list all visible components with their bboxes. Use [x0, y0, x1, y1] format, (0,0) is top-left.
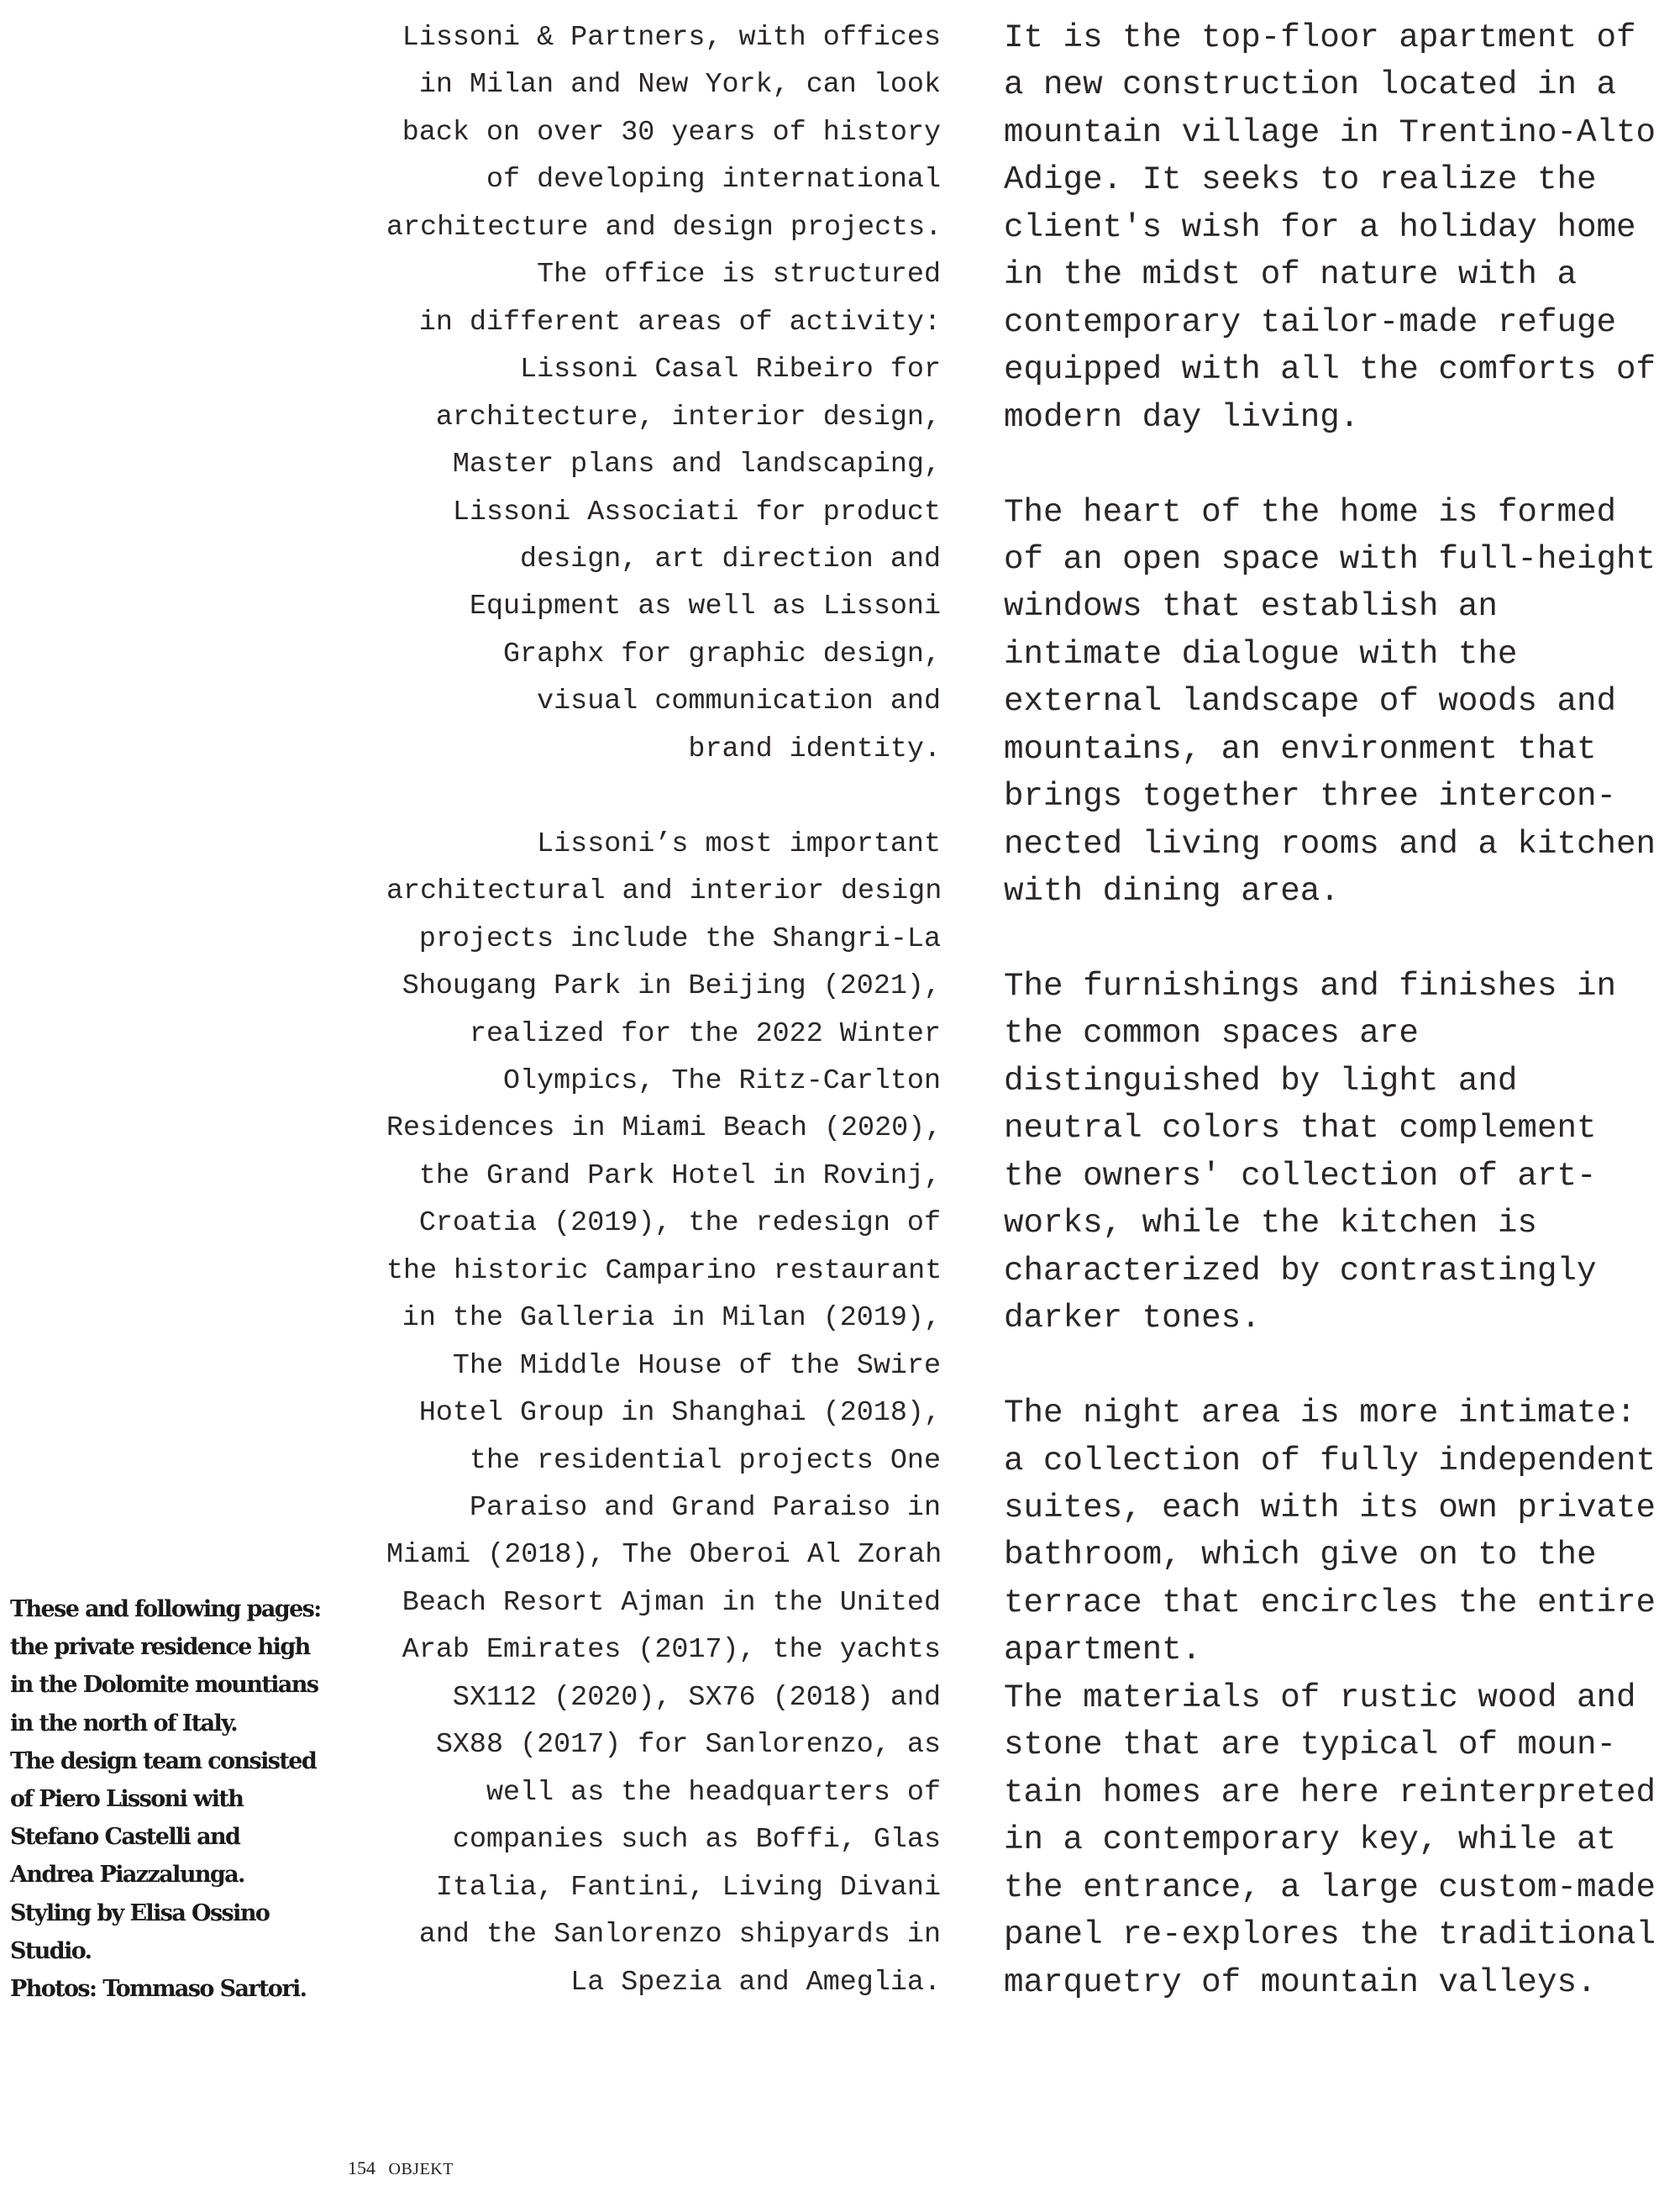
text-line: external landscape of woods and: [1004, 682, 1617, 721]
text-line: mountains, an environment that: [1004, 729, 1597, 768]
text-line: intimate dialogue with the: [1004, 634, 1518, 673]
text-line: a collection of fully independent: [1004, 1441, 1656, 1479]
text-line: mountain village in Trentino-Alto: [1004, 113, 1656, 151]
text-line: darker tones.: [1004, 1299, 1261, 1337]
text-line: neutral colors that complement: [1004, 1109, 1597, 1148]
middle-column: [386, 14, 941, 2006]
text-line: Residences in Miami Beach (2020),: [386, 1112, 942, 1145]
text-line: nected living rooms and a kitchen: [1004, 824, 1656, 863]
text-line: Lissoni Casal Ribeiro for: [520, 354, 941, 386]
text-line: visual communication and: [537, 686, 941, 718]
text-line: in a contemporary key, while at: [1004, 1821, 1617, 1859]
text-line: design, art direction and: [520, 543, 941, 575]
text-line: of developing international: [486, 164, 941, 197]
text-line: suites, each with its own private: [1004, 1489, 1656, 1526]
caption-line: in the Dolomite mountians: [10, 1672, 318, 1699]
paragraph: [1004, 1674, 1680, 2006]
text-line: The office is structured: [537, 259, 941, 292]
text-line: Arab Emirates (2017), the yachts: [402, 1634, 941, 1667]
text-line: Olympics, The Ritz-Carlton: [503, 1064, 941, 1097]
text-line: terrace that encircles the entire: [1004, 1583, 1656, 1621]
text-line: characterized by contrastingly: [1004, 1251, 1597, 1290]
text-line: Italia, Fantini, Living Divani: [435, 1871, 941, 1904]
paragraph-spacer: [1004, 916, 1680, 963]
text-line: The furnishings and finishes in: [1004, 967, 1617, 1006]
text-line: It is the top-floor apartment of: [1004, 18, 1636, 56]
text-line: Equipment as well as Lissoni: [469, 591, 941, 623]
text-line: with dining area.: [1004, 872, 1340, 911]
text-line: modern day living.: [1004, 397, 1360, 436]
paragraph-spacer: [1004, 1342, 1680, 1390]
text-line: Miami (2018), The Oberoi Al Zorah: [386, 1539, 942, 1572]
text-line: companies such as Boffi, Glas: [452, 1824, 941, 1857]
paragraph: [1004, 489, 1680, 916]
text-line: windows that establish an: [1004, 587, 1498, 626]
text-line: brand identity.: [688, 733, 941, 765]
paragraph: [1004, 963, 1680, 1342]
paragraph-spacer: [386, 773, 941, 820]
text-line: the historic Camparino restaurant: [386, 1254, 942, 1287]
text-line: the residential projects One: [469, 1444, 941, 1477]
text-line: The Middle House of the Swire: [452, 1349, 941, 1382]
text-line: brings together three intercon-: [1004, 777, 1617, 816]
text-line: Graphx for graphic design,: [503, 638, 941, 670]
text-line: well as the headquarters of: [486, 1776, 941, 1809]
text-line: a new construction located in a: [1004, 66, 1617, 104]
text-line: Lissoni’s most important: [537, 828, 941, 860]
right-column: [1004, 14, 1680, 2006]
text-line: Croatia (2019), the redesign of: [418, 1207, 941, 1240]
text-line: Lissoni & Partners, with offices: [402, 22, 941, 54]
text-line: Hotel Group in Shanghai (2018),: [418, 1397, 941, 1430]
text-line: bathroom, which give on to the: [1004, 1536, 1597, 1574]
text-line: Adige. It seeks to realize the: [1004, 160, 1597, 199]
text-line: apartment.: [1004, 1631, 1202, 1669]
text-line: Paraiso and Grand Paraiso in: [469, 1492, 941, 1525]
paragraph: [1004, 14, 1680, 441]
text-line: Beach Resort Ajman in the United: [402, 1586, 941, 1619]
caption-line: the private residence high: [10, 1634, 310, 1661]
page-number: 154: [348, 2157, 375, 2178]
caption-line: in the north of Italy.: [10, 1710, 238, 1737]
text-line: The materials of rustic wood and: [1004, 1678, 1636, 1716]
text-line: client's wish for a holiday home: [1004, 208, 1636, 246]
text-line: Shougang Park in Beijing (2021),: [402, 970, 941, 1003]
text-line: tain homes are here reinterpreted: [1004, 1773, 1656, 1811]
caption-line: Studio.: [10, 1937, 92, 1964]
caption-line: Photos: Tommaso Sartori.: [10, 1976, 307, 2003]
text-line: marquetry of mountain valleys.: [1004, 1962, 1597, 2001]
photo-caption: [10, 1590, 329, 2008]
text-line: in the Galleria in Milan (2019),: [402, 1302, 941, 1335]
text-line: and the Sanlorenzo shipyards in: [418, 1919, 941, 1952]
text-line: the common spaces are: [1004, 1014, 1419, 1053]
text-line: La Spezia and Ameglia.: [570, 1966, 941, 1999]
text-line: projects include the Shangri-La: [418, 922, 941, 955]
text-line: SX88 (2017) for Sanlorenzo, as: [435, 1729, 941, 1762]
text-line: equipped with all the comforts of: [1004, 350, 1656, 389]
text-line: realized for the 2022 Winter: [469, 1017, 941, 1050]
text-line: stone that are typical of moun-: [1004, 1726, 1617, 1764]
paragraph: [386, 821, 941, 2006]
text-line: The heart of the home is formed: [1004, 492, 1617, 531]
text-line: architecture and design projects.: [386, 211, 942, 244]
text-line: of an open space with full-height: [1004, 539, 1656, 578]
text-line: back on over 30 years of history: [402, 116, 941, 149]
text-line: the entrance, a large custom-made: [1004, 1868, 1656, 1906]
text-line: The night area is more intimate:: [1004, 1394, 1636, 1432]
paragraph: [386, 14, 941, 773]
caption-line: of Piero Lissoni with: [10, 1786, 244, 1813]
text-line: panel re-explores the traditional: [1004, 1915, 1656, 1954]
text-line: contemporary tailor-made refuge: [1004, 302, 1617, 341]
text-line: SX112 (2020), SX76 (2018) and: [452, 1681, 941, 1714]
text-line: architecture, interior design,: [435, 401, 941, 433]
text-line: in different areas of activity:: [418, 306, 941, 339]
text-line: the Grand Park Hotel in Rovinj,: [418, 1159, 941, 1192]
text-line: Lissoni Associati for product: [452, 496, 941, 528]
text-line: architectural and interior design: [386, 875, 942, 908]
text-line: distinguished by light and: [1004, 1061, 1518, 1100]
magazine-name: OBJEKT: [388, 2160, 454, 2178]
caption-line: These and following pages:: [10, 1596, 321, 1622]
page-footer: [348, 2157, 454, 2179]
text-line: in the midst of nature with a: [1004, 255, 1577, 294]
caption-line: Andrea Piazzalunga.: [10, 1862, 244, 1889]
caption-line: Styling by Elisa Ossino: [10, 1899, 270, 1926]
text-line: in Milan and New York, can look: [418, 69, 941, 102]
text-line: works, while the kitchen is: [1004, 1204, 1537, 1243]
text-line: Master plans and landscaping,: [452, 449, 941, 481]
caption-line: Stefano Castelli and: [10, 1824, 240, 1851]
paragraph: [1004, 1390, 1680, 1674]
caption-line: The design team consisted: [10, 1747, 317, 1774]
text-line: the owners' collection of art-: [1004, 1156, 1597, 1195]
paragraph-spacer: [1004, 441, 1680, 488]
